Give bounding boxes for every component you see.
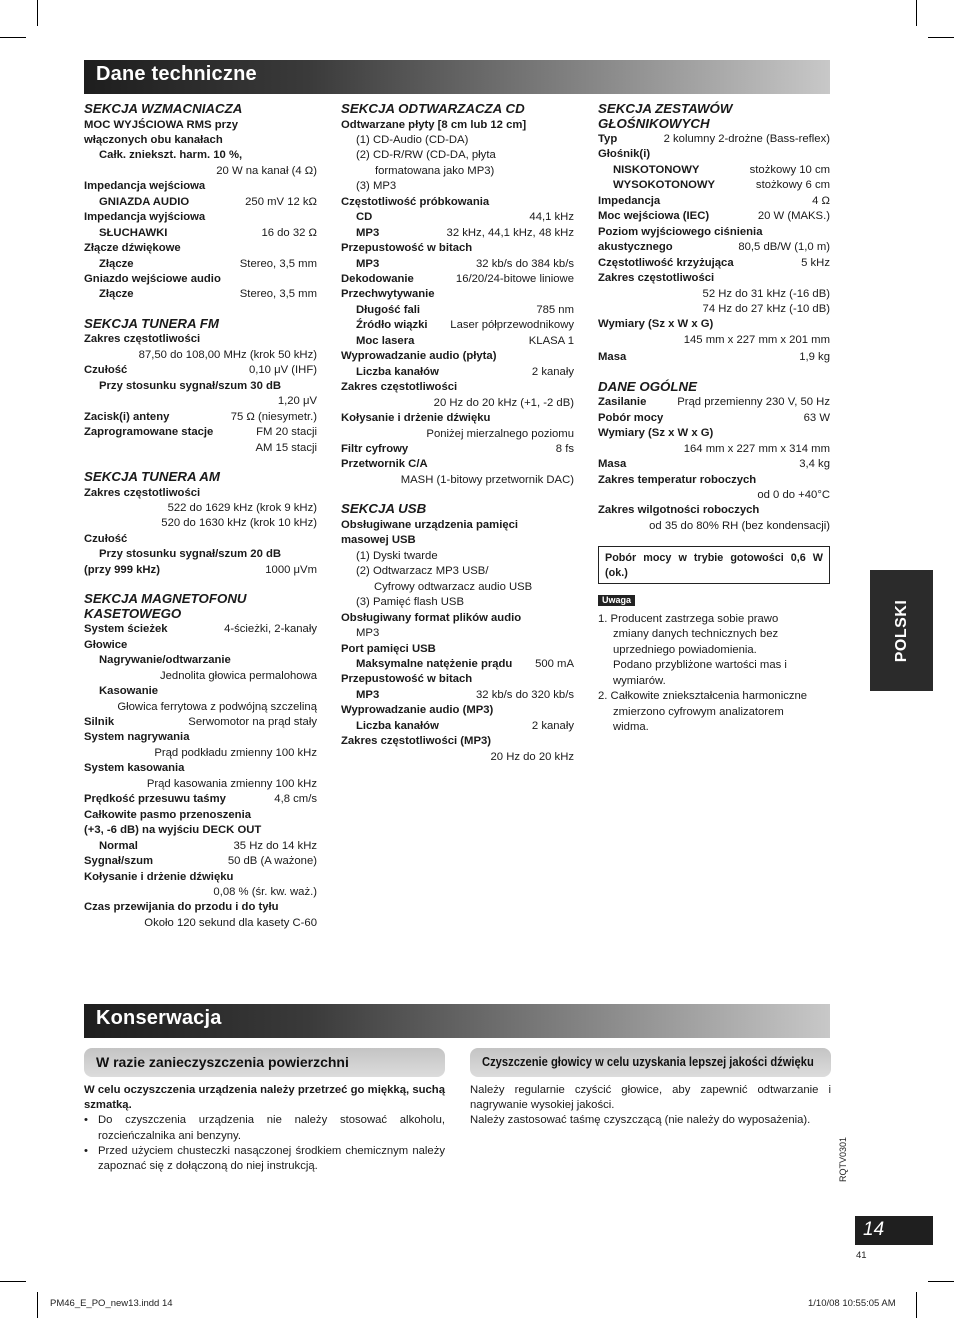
spec-label: Prędkość przesuwu taśmy [84,793,226,806]
spec-row [84,715,317,730]
spec-value: 0,10 μV (IHF) [248,364,317,377]
spec-label: Gniazdo wejściowe audio [84,273,221,286]
spec-label: masowej USB [341,534,416,547]
spec-value: Serwomotor na prąd stały [188,716,317,728]
section-heading: SEKCJA ODTWARZACZA CD [341,101,525,116]
spec-value: 87,50 do 108,00 MHz (krok 50 kHz) [138,348,317,361]
spec-label: Pobór mocy [598,411,664,424]
crop-mark [0,1281,26,1282]
spec-label: Przy stosunku sygnał/szum 20 dB [99,548,282,561]
spec-row [84,425,317,440]
spec-label: Złącze [99,288,134,301]
spec-label: Masa [598,458,627,471]
spec-label: Częstotliwość krzyżująca [598,256,734,269]
spec-label: Zakres częstotliwości (MP3) [341,735,492,748]
spec-value: Laser półprzewodnikowy [450,319,574,332]
section-heading: SEKCJA TUNERA AM [84,469,220,485]
crop-mark [928,1281,954,1282]
timestamp: 1/10/08 10:55:05 AM [808,1298,896,1309]
section-heading: SEKCJA MAGNETOFONU KASETOWEGO [84,591,247,621]
page-number-small: 41 [856,1250,867,1261]
spec-row [598,194,830,209]
spec-label: Obsługiwany format plików audio [341,611,522,624]
spec-label: Zakres częstotliwości [84,333,201,346]
spec-value: 35 Hz do 14 kHz [233,839,317,852]
subheader-label: Czyszczenie głowicy w celu uzyskania lepszej jakości dźwięku [482,1054,814,1069]
spec-label: Impedancja wejściowa [84,180,206,193]
instruction-bold: W celu oczyszczenia urządzenia należy przetrzeć go miękką, suchą szmatką. [84,1084,445,1112]
page-number: 14 [863,1219,885,1240]
spec-value: 16/20/24-bitowe liniowe [455,273,574,286]
spec-label: Moc lasera [356,334,415,347]
spec-value: Poniżej mierzalnego poziomu [426,427,574,440]
spec-value: 2 kanały [531,365,574,378]
spec-label: Całk. zniekszt. harm. 10 %, [99,149,243,162]
spec-row [598,411,830,426]
section-heading: SEKCJA ZESTAWÓW GŁOŚNIKOWYCH [598,101,733,131]
note-line: wymiarów. [613,674,666,687]
spec-value: KLASA 1 [528,334,574,347]
spec-value: Prąd podkładu zmienny 100 kHz [154,746,317,759]
spec-label: Poziom wyjściowego ciśnienia [598,225,763,238]
crop-mark [928,37,954,38]
spec-value: Jednolita głowica permalohowa [160,669,317,682]
spec-value: (2) CD-R/RW (CD-DA, płyta [356,149,496,162]
section-heading: SEKCJA TUNERA FM [84,315,219,331]
spec-value: 1,20 μV [277,395,317,408]
spec-label: Przepustowość w bitach [341,673,473,686]
spec-label: Moc wejściowa (IEC) [598,210,710,223]
surface-cleaning-text [84,1083,445,1174]
spec-value: stożkowy 6 cm [755,179,830,192]
spec-row [341,334,574,349]
subheader-surface-cleaning [84,1048,445,1077]
spec-row [341,365,574,380]
spec-row [84,410,317,425]
spec-label: Silnik [84,716,115,728]
spec-label: Długość fali [356,303,421,316]
paragraph: Należy zastosować taśmę czyszczącą (nie należy do wyposażenia). [470,1114,811,1127]
spec-value: 1000 μVm [265,563,317,576]
spec-row [598,209,830,224]
spec-label: Źródło wiązki [356,319,428,332]
spec-label: Masa [598,351,627,364]
note-line: 2. Całkowite zniekształcenia harmoniczne [598,690,808,703]
spec-row [341,272,574,287]
spec-label: System ścieżek [84,623,168,636]
spec-label: Obsługiwane urządzenia pamięci [341,518,519,531]
spec-label: WYSOKOTONOWY [613,179,716,192]
spec-label: Liczba kanałów [356,719,439,732]
spec-value: (3) MP3 [356,180,397,193]
spec-row [341,226,574,241]
spec-value: od 35 do 80% RH (bez kondensacji) [649,519,830,532]
spec-value: 16 do 32 Ω [261,226,317,239]
spec-row [84,622,317,637]
spec-value: 4,8 cm/s [274,793,317,806]
bullet-item: • Przed użyciem chusteczki nasączonej środkiem chemicznym należy zapoznać się z dołączoną do niej instrukcją. [84,1144,445,1174]
spec-value: AM 15 stacji [255,441,317,454]
spec-label: (+3, -6 dB) na wyjściu DECK OUT [84,824,262,837]
spec-label: Dekodowanie [341,273,414,286]
spec-label: Zaprogramowane stacje [84,426,214,439]
spec-row [84,839,317,854]
page-number-box [855,1216,933,1245]
spec-row [84,257,317,272]
section-title: Dane techniczne [96,63,257,85]
spec-row [341,318,574,333]
spec-value: 80,5 dB/W (1,0 m) [738,241,830,254]
spec-value: (1) CD-Audio (CD-DA) [356,133,469,146]
spec-row [598,178,830,193]
spec-row [84,226,317,241]
spec-value: (1) Dyski twarde [356,549,438,562]
note-line: zmierzono cyfrowym analizatorem [613,705,784,718]
doc-code: RQTV0301 [838,1136,848,1182]
spec-row [341,657,574,672]
spec-label: SŁUCHAWKI [99,226,168,239]
spec-label: Wymiary (Sz x W x G) [598,427,714,440]
spec-label: Czas przewijania do przodu i do tyłu [84,901,279,914]
section-banner-maintenance [84,1004,830,1038]
spec-value: 2 kolumny 2-drożne (Bass-reflex) [663,133,830,145]
spec-row [341,303,574,318]
spec-value: 145 mm x 227 mm x 201 mm [683,333,830,346]
spec-row [598,163,830,178]
subheader-head-cleaning [470,1048,831,1077]
spec-label: akustycznego [598,241,673,254]
spec-value: 3,4 kg [799,458,830,471]
paragraph: Należy regularnie czyścić głowice, aby zapewnić odtwarzanie i nagrywanie wysokiej jakości. [470,1084,831,1112]
spec-value: 2 kanały [531,719,574,732]
spec-row [341,210,574,225]
spec-row [84,287,317,302]
spec-value: 52 Hz do 31 kHz (-16 dB) [702,287,830,300]
spec-value: 4-ścieżki, 2-kanały [224,623,317,636]
spec-label: Wyprowadzanie audio (MP3) [341,704,494,717]
spec-value: 44,1 kHz [529,211,574,224]
crop-mark [0,37,26,38]
spec-value: 520 do 1630 kHz (krok 10 kHz) [161,517,317,530]
spec-row [84,563,317,578]
spec-value: 32 kb/s do 384 kb/s [476,257,574,270]
spec-label: Port pamięci USB [341,642,436,655]
spec-label: Głośnik(i) [598,148,651,161]
spec-value: 20 Hz do 20 kHz [490,750,574,763]
spec-row [84,854,317,869]
spec-label: Zakres wilgotności roboczych [598,504,760,517]
spec-row [341,442,574,457]
spec-value: 250 mV 12 kΩ [245,195,317,208]
spec-label: Sygnał/szum [84,855,154,868]
spec-value: (3) Pamięć flash USB [356,596,464,609]
spec-row [84,792,317,807]
spec-value: Głowica ferrytowa z podwójną szczeliną [117,700,317,713]
spec-row [598,350,830,365]
spec-label: (przy 999 kHz) [84,563,160,576]
section-title: Konserwacja [96,1007,222,1029]
spec-label: Maksymalne natężenie prądu [356,657,513,670]
spec-label: Częstotliwość próbkowania [341,195,490,208]
spec-label: Całkowite pasmo przenoszenia [84,808,251,821]
spec-label: Impedancja [598,194,661,207]
spec-value: 32 kHz, 44,1 kHz, 48 kHz [446,226,574,239]
standby-power-box: Pobór mocy w trybie gotowości 0,6 W (ok.) [598,546,830,584]
spec-label: Czułość [84,364,128,377]
spec-row [598,132,830,147]
spec-value: Około 120 sekund dla kasety C-60 [144,916,317,929]
spec-label: Zakres temperatur roboczych [598,473,757,486]
spec-label: Normal [99,839,138,852]
spec-label: Kołysanie i drżenie dźwięku [341,412,491,425]
spec-column-3 [598,102,830,735]
spec-value: 164 mm x 227 mm x 314 mm [683,442,830,455]
spec-label: Impedancja wyjściowa [84,211,206,224]
spec-label: Wyprowadzanie audio (płyta) [341,350,497,363]
spec-value: (2) Odtwarzacz MP3 USB/ [356,565,489,578]
spec-row [598,240,830,255]
spec-row [84,363,317,378]
spec-value: MP3 [356,627,380,640]
spec-value: Prąd przemienny 230 V, 50 Hz [677,396,830,409]
spec-label: Zakres częstotliwości [598,272,715,285]
note-line: zmiany danych technicznych bez [613,628,779,641]
spec-label: MP3 [356,226,380,239]
spec-label: Wymiary (Sz x W x G) [598,318,714,331]
spec-label: MP3 [356,688,380,701]
spec-row [598,395,830,410]
spec-row [341,719,574,734]
spec-label: System kasowania [84,762,185,775]
spec-label: Zakres częstotliwości [341,381,458,394]
note-line: widma. [613,721,649,733]
spec-value: 8 fs [555,443,574,456]
spec-label: NISKOTONOWY [613,163,700,176]
spec-value: 4 Ω [812,194,830,207]
spec-value: 500 mA [535,657,574,670]
spec-value: 522 do 1629 kHz (krok 9 kHz) [167,502,317,515]
spec-label: Nagrywanie/odtwarzanie [99,654,231,667]
spec-column-2 [341,102,574,765]
spec-value: 32 kb/s do 320 kb/s [476,688,574,701]
spec-row [341,688,574,703]
crop-mark [37,1292,38,1318]
spec-label: MOC WYJŚCIOWA RMS przy [84,118,238,131]
language-tab-label: POLSKI [892,599,910,662]
spec-row [598,457,830,472]
spec-label: Złącze dźwiękowe [84,242,181,255]
section-heading: DANE OGÓLNE [598,378,697,394]
spec-label: Filtr cyfrowy [341,443,409,456]
spec-label: CD [356,211,373,224]
section-heading: SEKCJA WZMACNIACZA [84,101,243,116]
spec-value: 785 nm [536,303,574,316]
crop-mark [916,1292,917,1318]
spec-row [341,257,574,272]
spec-label: Przetwornik C/A [341,458,428,471]
spec-label: Odtwarzane płyty [8 cm lub 12 cm] [341,118,527,131]
note-line: 1. Producent zastrzega sobie prawo [598,612,779,625]
spec-value: 50 dB (A ważone) [227,855,317,868]
crop-mark [37,0,38,26]
spec-label: Typ [598,133,618,145]
spec-label: GNIAZDA AUDIO [99,195,190,208]
crop-mark [916,0,917,26]
head-cleaning-text [470,1083,831,1129]
section-heading: SEKCJA USB [341,501,427,517]
spec-value: Cyfrowy odtwarzacz audio USB [374,580,533,593]
spec-value: 5 kHz [801,256,830,269]
spec-label: Liczba kanałów [356,365,439,378]
spec-value: 20 W (MAKS.) [757,210,830,223]
spec-value: 74 Hz do 27 kHz (-10 dB) [702,302,830,315]
spec-value: Stereo, 3,5 mm [239,288,317,301]
spec-label: Głowice [84,638,128,651]
section-banner-specs [84,60,830,94]
spec-value: formatowana jako MP3) [375,164,495,177]
spec-column-1 [84,102,317,931]
note-badge: Uwaga [598,595,635,606]
file-info: PM46_E_PO_new13.indd 14 [50,1298,173,1309]
subheader-label: W razie zanieczyszczenia powierzchni [96,1054,349,1070]
note-line: uprzedniego powiadomienia. [613,643,757,656]
spec-row [84,195,317,210]
bullet-item: • Do czyszczenia urządzenia nie należy stosować alkoholu, rozcieńczalnika ani benzyny. [84,1113,445,1143]
spec-row [598,256,830,271]
spec-label: Przy stosunku sygnał/szum 30 dB [99,379,282,392]
spec-value: stożkowy 10 cm [749,163,830,176]
spec-value: 75 Ω (niesymetr.) [230,410,317,423]
language-tab [870,570,933,691]
spec-value: 20 W na kanał (4 Ω) [216,164,317,177]
spec-label: Kołysanie i drżenie dźwięku [84,870,234,883]
spec-value: MASH (1-bitowy przetwornik DAC) [400,473,574,486]
spec-value: 0,08 % (śr. kw. waż.) [213,885,317,898]
spec-label: Przepustowość w bitach [341,242,473,255]
spec-value: Stereo, 3,5 mm [239,257,317,270]
spec-label: Zasilanie [598,396,647,409]
spec-label: włączonych obu kanałach [84,133,223,146]
spec-value: 63 W [803,411,830,424]
spec-value: od 0 do +40°C [757,489,830,502]
note-line: Podano przybliżone wartości mas i [613,659,787,672]
spec-label: System nagrywania [84,731,190,744]
spec-value: 1,9 kg [799,351,830,364]
spec-value: FM 20 stacji [256,426,317,439]
spec-value: 20 Hz do 20 kHz (+1, -2 dB) [433,396,574,409]
spec-label: Przechwytywanie [341,288,435,301]
note-list [598,612,830,736]
spec-label: Zakres częstotliwości [84,486,201,499]
spec-label: Czułość [84,532,128,545]
spec-value: Prąd kasowania zmienny 100 kHz [146,777,317,790]
spec-label: Złącze [99,257,134,270]
spec-label: Zacisk(i) anteny [84,410,170,423]
spec-label: Kasowanie [99,685,159,698]
spec-label: MP3 [356,257,380,270]
